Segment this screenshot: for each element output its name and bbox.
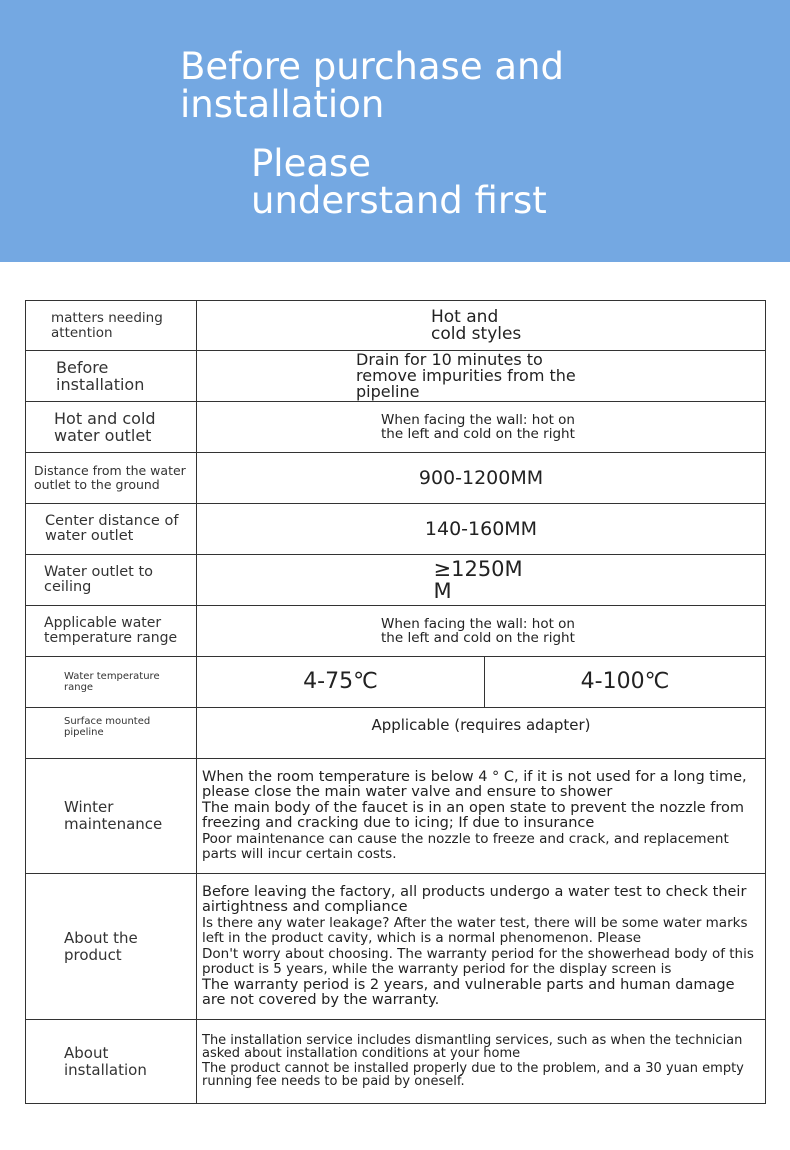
table-row [26,874,766,1020]
row-value: Hot and cold styles [431,306,522,344]
row-value: Drain for 10 minutes to remove impurities from the pipeline [356,350,576,401]
table-row [26,1020,766,1104]
row-label: matters needing attention [26,301,197,351]
row-label: Center distance of water outlet [26,504,197,555]
paragraph: When the room temperature is below 4 ° C, if it is not used for a long time, please close the main water valve and ensure to shower [202,768,747,800]
spec-table [25,300,766,1104]
row-label: About installation [26,1020,197,1104]
row-label: Water outlet to ceiling [26,555,197,606]
table-row [26,759,766,874]
row-label: Surface mounted pipeline [26,708,197,759]
row-label: Water temperature range [26,657,197,708]
banner-title-line-1: Before purchase and [180,45,564,88]
row-label: Applicable water temperature range [26,606,197,657]
table-row [26,351,766,402]
banner-subtitle-line-1: Please [251,142,372,185]
row-label: Winter maintenance [26,759,197,874]
paragraph: The main body of the faucet is in an open state to prevent the nozzle from freezing and cracking due to icing; If due to insurance [202,799,744,831]
table-row [26,402,766,453]
row-value: 900-1200MM [197,453,766,504]
table-row [26,453,766,504]
row-value: 140-160MM [197,504,766,555]
paragraph: Is there any water leakage? After the water test, there will be some water marks left in the product cavity, which is a normal phenomenon. Please [202,914,748,946]
table-row [26,555,766,606]
row-value: When facing the wall: hot on the left and cold on the right [381,412,575,442]
row-label: About the product [26,874,197,1020]
table-row [26,301,766,351]
row-value-low: 4-75℃ [197,657,485,708]
row-label: Before installation [26,351,197,402]
table-row [26,657,766,708]
banner-title-line-2: installation [180,83,385,126]
row-value: When facing the wall: hot on the left and cold on the right [381,616,575,646]
row-label: Hot and cold water outlet [26,402,197,453]
banner-subtitle-line-2: understand first [251,179,547,222]
row-value-high: 4-100℃ [485,657,766,708]
table-row [26,708,766,759]
row-label: Distance from the water outlet to the ground [26,453,197,504]
paragraph: Don't worry about choosing. The warranty period for the showerhead body of this product is 5 years, while the warranty period for the display screen is [202,945,754,977]
row-value: ≥1250MM [433,557,523,603]
paragraph: Before leaving the factory, all products undergo a water test to check their airtightness and compliance [202,883,747,915]
paragraph: The product cannot be installed properly due to the problem, and a 30 yuan empty running fee needs to be paid by oneself. [202,1060,744,1089]
paragraph: The installation service includes dismantling services, such as when the technician asked about installation conditions at your home [202,1032,743,1061]
row-value: Applicable (requires adapter) [197,708,766,759]
table-row [26,504,766,555]
table-row [26,606,766,657]
paragraph: Poor maintenance can cause the nozzle to freeze and crack, and replacement parts will incur certain costs. [202,830,729,862]
paragraph: The warranty period is 2 years, and vulnerable parts and human damage are not covered by the warranty. [202,976,735,1008]
header-banner [0,0,790,262]
